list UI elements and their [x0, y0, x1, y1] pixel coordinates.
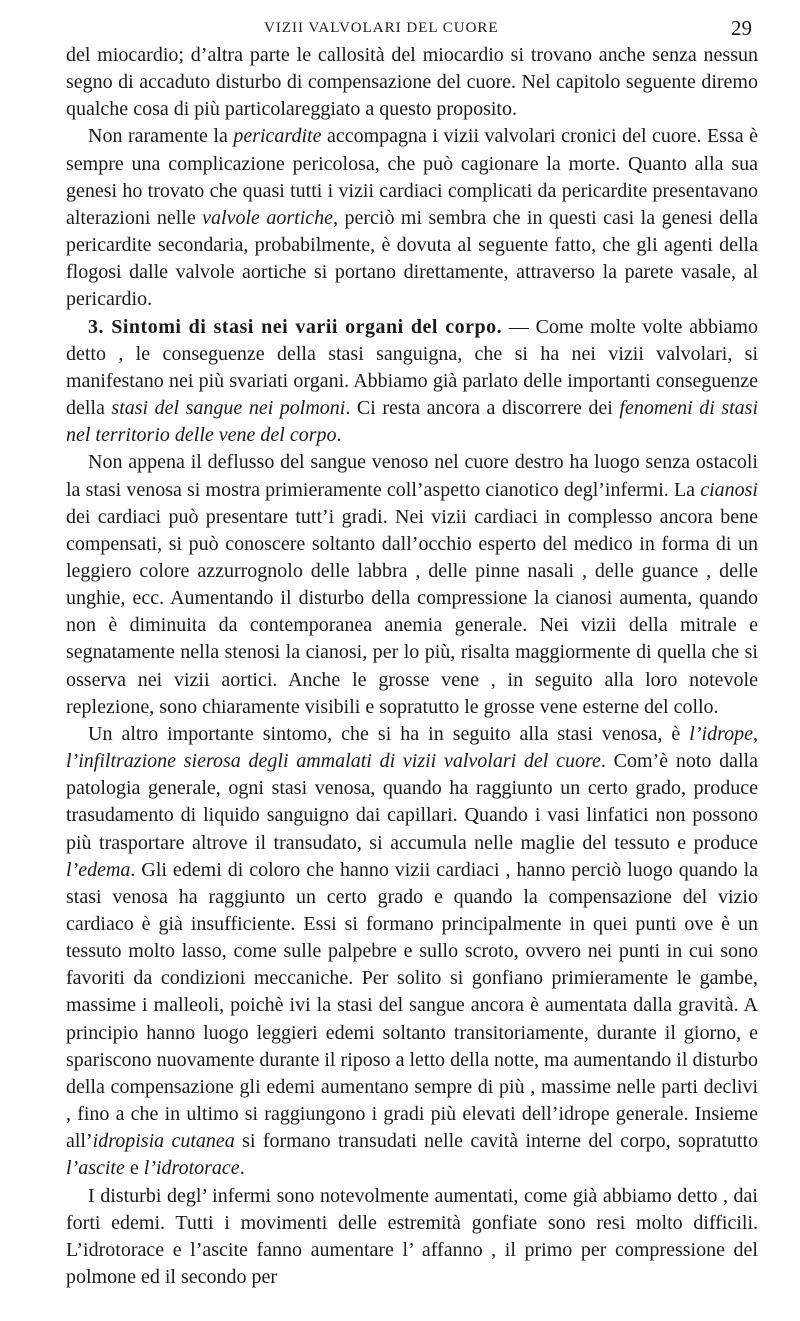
- paragraph-p4: [66, 449, 758, 721]
- italic-term: l’idrotorace: [143, 1157, 240, 1180]
- running-header: [66, 16, 758, 42]
- text-segment: Non appena il deflusso del sangue venoso nel cuore destro ha luogo senza ostacoli la stasi venosa si mostra primieramente coll’aspetto cianotico degl’infermi. La: [66, 451, 758, 501]
- italic-term: stasi del sangue nei polmoni: [111, 397, 346, 420]
- text-segment: — Come molte volte abbiamo detto , le conseguenze della stasi sanguigna, che si ha nei vizii valvolari, si manifestano nei più svariati organi. Abbiamo già parlato delle importanti conseguenze della: [66, 315, 758, 420]
- paragraph-p6: [66, 1183, 758, 1292]
- italic-term: fenomeni di stasi nel territorio delle vene del corpo: [66, 397, 759, 447]
- italic-term: pericardite: [233, 125, 322, 148]
- text-segment: , perciò mi sembra che in questi casi la genesi della pericardite secondaria, probabilmente, è dovuta al seguente fatto, che gli agenti della flogosi dalle valvole aortiche si portano direttamente, attraverso la parete vasale, al pericardio.: [66, 206, 758, 311]
- text-segment: accompagna i vizii valvolari cronici del cuore. Essa è sempre una complicazione pericolosa, che può cagionare la morte. Quanto alla sua genesi ho trovato che quasi tutti i vizii cardiaci complicati da pericardite presentavano alterazioni nelle: [66, 125, 758, 229]
- running-title: VIZII VALVOLARI DEL CUORE: [264, 20, 499, 36]
- italic-term: l’infiltrazione sierosa degli ammalati di vizii valvolari del cuore: [66, 750, 601, 773]
- text-segment: . Ci resta ancora a discorrere dei: [345, 397, 620, 420]
- text-segment: Non raramente la: [88, 125, 234, 148]
- text-segment: dei cardiaci può presentare tutt’i gradi. Nei vizii cardiaci in complesso ancora bene compensati, si può conoscere soltanto dall’occhio esperto del medico in forma di un leggiero colore azzurrognolo delle labbra , delle pinne nasali , delle guance , delle unghie, ecc. Aumentando il disturbo della compressione la cianosi aumenta, quando non è diminuita da contemporanea anemia generale. Nei vizii della mitrale e segnatamente nella stenosi la cianosi, per lo più, risalta maggiormente di quella che si osserva nei vizii aortici. Anche le grosse vene , in seguito alla loro notevole replezione, sono chiaramente visibili e sopratutto le grosse vene esterne del collo.: [66, 505, 758, 718]
- text-segment: si formano transudati nelle cavità interne del corpo, sopratutto: [234, 1130, 758, 1153]
- text-segment: . Com’è noto dalla patologia generale, ogni stasi venosa, quando ha raggiunto un certo grado, produce trasudamento di liquido sanguigno dai capillari. Quando i vasi linfatici non possono più trasportare altrove il transudato, si accumula nelle maglie del tessuto e produce: [66, 750, 758, 854]
- text-segment: del miocardio; d’altra parte le callosità del miocardio si trovano anche senza nessun segno di accaduto disturbo di compensazione del cuore. Nel capitolo seguente diremo qualche cosa di più particolareggiato a questo proposito.: [66, 44, 758, 121]
- section-heading: 3. Sintomi di stasi nei varii organi del corpo.: [88, 315, 503, 338]
- page-number: 29: [731, 16, 752, 40]
- paragraph-p2: [66, 123, 758, 313]
- italic-term: l’ascite: [66, 1157, 125, 1180]
- paragraph-p3: [66, 314, 758, 450]
- italic-term: l’edema: [66, 858, 131, 881]
- text-segment: . Gli edemi di coloro che hanno vizii cardiaci , hanno perciò luogo quando la stasi venosa ha raggiunto un certo grado e quando la compensazione del vizio cardiaco è già insufficiente. Essi si formano principalmente in quei punti ove è un tessuto molto lasso, come sulle palpebre e sullo scroto, ovvero nei punti in cui sono favoriti da condizioni meccaniche. Per solito si gonfiano primieramente le gambe, massime i malleoli, poichè ivi la stasi del sangue ancora è aumentata dalla gravità. A principio hanno luogo leggieri edemi soltanto transitoriamente, durante il giorno, e spariscono nuovamente durante il riposo a letto della notte, ma aumentando il disturbo della compensazione gli edemi aumentano sempre di più , massime nelle parti declivi , fino a che in ultimo si raggiungono i gradi più elevati dell’idrope generale. Insieme all’: [66, 858, 758, 1153]
- book-page: [66, 16, 758, 1291]
- text-segment: .: [336, 424, 342, 447]
- body-text: [66, 42, 758, 1291]
- text-segment: e: [124, 1157, 144, 1180]
- italic-term: l’idrope: [689, 722, 753, 745]
- paragraph-p5: [66, 721, 758, 1183]
- text-segment: .: [239, 1157, 245, 1180]
- paragraph-p1: [66, 42, 758, 123]
- italic-term: cianosi: [700, 478, 758, 501]
- text-segment: ,: [753, 722, 758, 745]
- italic-term: idropisia cutanea: [92, 1130, 235, 1153]
- italic-term: valvole aortiche: [202, 206, 334, 229]
- text-segment: Un altro importante sintomo, che si ha in seguito alla stasi venosa, è: [88, 722, 690, 745]
- text-segment: I disturbi degl’ infermi sono notevolmente aumentati, come già abbiamo detto , dai forti edemi. Tutti i movimenti delle estremità gonfiate sono resi molto difficili. L’idrotorace e l’ascite fanno aumentare l’ affanno , il primo per compressione del polmone ed il secondo per: [66, 1184, 758, 1289]
